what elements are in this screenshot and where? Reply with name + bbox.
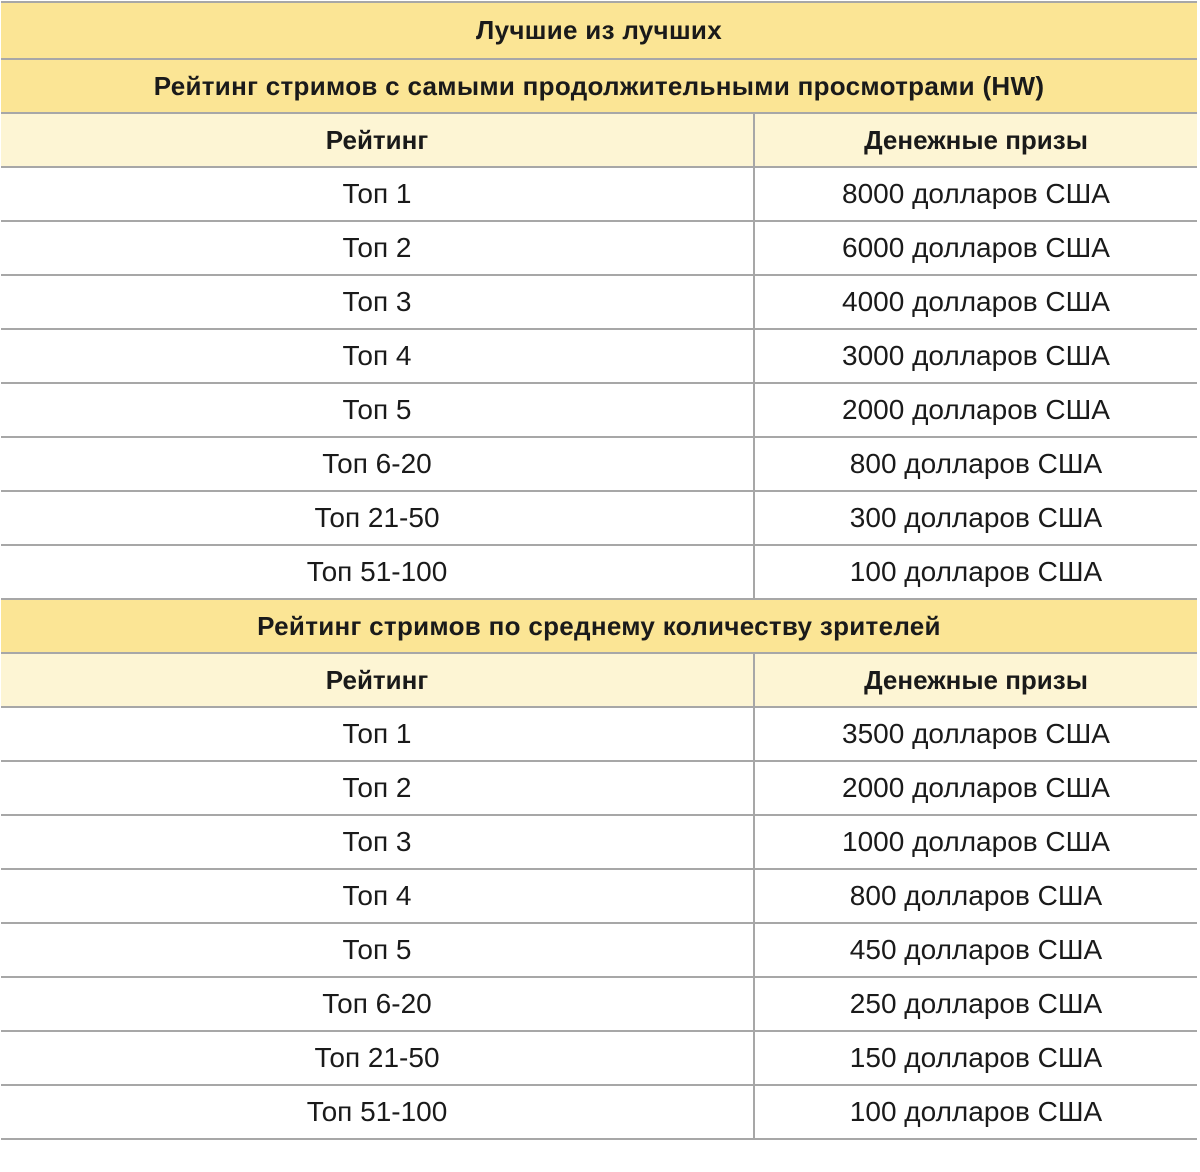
prize-cell: 8000 долларов США [754, 167, 1197, 221]
prize-cell: 3000 долларов США [754, 329, 1197, 383]
rank-cell: Топ 2 [1, 761, 754, 815]
prize-cell: 250 долларов США [754, 977, 1197, 1031]
prize-cell: 100 долларов США [754, 545, 1197, 599]
prize-cell: 300 долларов США [754, 491, 1197, 545]
rank-cell: Топ 51-100 [1, 1085, 754, 1139]
prize-cell: 150 долларов США [754, 1031, 1197, 1085]
rank-cell: Топ 5 [1, 923, 754, 977]
rank-cell: Топ 1 [1, 167, 754, 221]
rank-cell: Топ 21-50 [1, 1031, 754, 1085]
rank-cell: Топ 6-20 [1, 977, 754, 1031]
prize-cell: 6000 долларов США [754, 221, 1197, 275]
rank-cell: Топ 4 [1, 869, 754, 923]
prize-cell: 4000 долларов США [754, 275, 1197, 329]
rank-cell: Топ 51-100 [1, 545, 754, 599]
table-row [1, 221, 1197, 275]
table-row [1, 707, 1197, 761]
prize-table-body [1, 2, 1197, 1139]
prize-cell: 100 долларов США [754, 1085, 1197, 1139]
rank-cell: Топ 21-50 [1, 491, 754, 545]
section-heading: Рейтинг стримов с самыми продолжительными просмотрами (HW) [1, 59, 1197, 113]
section-heading: Рейтинг стримов по среднему количеству зрителей [1, 599, 1197, 653]
prize-cell: 800 долларов США [754, 869, 1197, 923]
rank-cell: Топ 6-20 [1, 437, 754, 491]
table-row [1, 1085, 1197, 1139]
column-header-row [1, 113, 1197, 167]
table-row [1, 437, 1197, 491]
column-header-rank: Рейтинг [1, 113, 754, 167]
table-row [1, 167, 1197, 221]
table-row [1, 491, 1197, 545]
table-row [1, 869, 1197, 923]
table-row [1, 383, 1197, 437]
rank-cell: Топ 2 [1, 221, 754, 275]
table-row [1, 329, 1197, 383]
column-header-prize: Денежные призы [754, 653, 1197, 707]
table-row [1, 761, 1197, 815]
prize-cell: 1000 долларов США [754, 815, 1197, 869]
table-title-row [1, 2, 1197, 59]
rank-cell: Топ 4 [1, 329, 754, 383]
prize-cell: 450 долларов США [754, 923, 1197, 977]
prize-cell: 2000 долларов США [754, 383, 1197, 437]
section-heading-row [1, 59, 1197, 113]
prize-cell: 800 долларов США [754, 437, 1197, 491]
column-header-rank: Рейтинг [1, 653, 754, 707]
section-heading-row [1, 599, 1197, 653]
prize-cell: 2000 долларов США [754, 761, 1197, 815]
prize-table [1, 1, 1197, 1140]
rank-cell: Топ 5 [1, 383, 754, 437]
rank-cell: Топ 1 [1, 707, 754, 761]
table-row [1, 275, 1197, 329]
prize-cell: 3500 долларов США [754, 707, 1197, 761]
rank-cell: Топ 3 [1, 275, 754, 329]
column-header-row [1, 653, 1197, 707]
table-row [1, 977, 1197, 1031]
table-row [1, 1031, 1197, 1085]
table-row [1, 815, 1197, 869]
table-row [1, 545, 1197, 599]
table-title: Лучшие из лучших [1, 2, 1197, 59]
rank-cell: Топ 3 [1, 815, 754, 869]
column-header-prize: Денежные призы [754, 113, 1197, 167]
table-row [1, 923, 1197, 977]
